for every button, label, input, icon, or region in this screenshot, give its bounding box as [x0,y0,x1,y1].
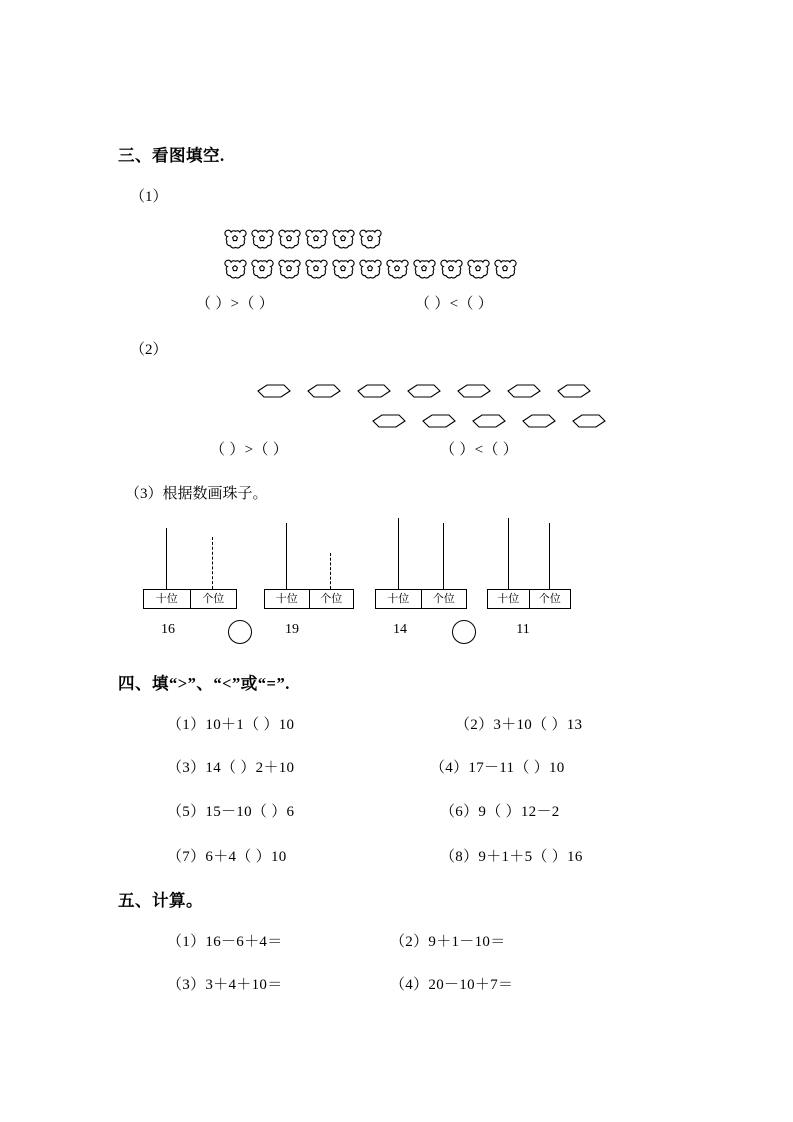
section-3-title: 三、看图填空. [118,146,225,165]
flower-icon [249,228,275,250]
section-5-title: 五、计算。 [118,891,203,910]
diamond-icon [305,382,343,400]
s5-row2-left[interactable]: （3）3＋4＋10＝ [167,977,283,993]
diamond-icon [355,382,393,400]
item-3-2-label: （2） [130,342,168,358]
place-value-box [487,589,571,609]
s4-row4-right[interactable]: （8）9＋1＋5（ ）16 [440,849,583,865]
ones-rod [212,537,213,589]
ones-rod [443,523,444,589]
diamond-icon [505,382,543,400]
place-value-number: 19 [285,622,299,637]
answer-circle[interactable] [228,620,252,644]
tens-place-label: 十位 [144,590,191,608]
item-3-1-compare-left[interactable]: （ ）>（ ） [196,296,275,312]
s5-row1-left[interactable]: （1）16－6＋4＝ [167,934,283,950]
s4-row3-left[interactable]: （5）15－10（ ）6 [167,804,295,820]
flower-icon [330,258,356,280]
place-value-box [375,589,467,609]
flower-icon [411,258,437,280]
item-3-2-compare-left[interactable]: （ ）>（ ） [210,442,289,458]
place-value-number: 16 [161,622,175,637]
place-value-number: 11 [516,622,530,637]
tens-place-label: 十位 [376,590,422,608]
tens-rod [508,518,509,589]
ones-place-label: 个位 [320,593,343,605]
flower-icon [276,228,302,250]
answer-circle[interactable] [452,620,476,644]
flower-icon [222,258,248,280]
flower-row-bottom [222,258,519,280]
flower-icon [276,258,302,280]
place-value-number: 14 [393,622,407,637]
flower-icon [357,258,383,280]
item-3-1-label: （1） [130,189,168,205]
item-3-3-label: （3）根据数画珠子。 [125,486,268,502]
diamond-icon [255,382,293,400]
s4-row3-right[interactable]: （6）9（ ）12－2 [440,804,560,820]
tens-place-label: 十位 [265,590,310,608]
diamond-icon [470,412,508,430]
tens-rod [166,528,167,589]
place-value-box [264,589,354,609]
item-3-1-compare-right[interactable]: （ ）<（ ） [415,296,494,312]
flower-icon [222,228,248,250]
flower-icon [357,228,383,250]
diamond-icon [555,382,593,400]
section-4-title: 四、填“>”、“<”或“=”. [118,674,290,693]
tens-rod [398,518,399,589]
flower-icon [438,258,464,280]
item-3-2-compare-right[interactable]: （ ）<（ ） [440,442,519,458]
s5-row2-right[interactable]: （4）20－10＋7＝ [390,977,514,993]
flower-icon [303,228,329,250]
s5-row1-right[interactable]: （2）9＋1－10＝ [390,934,506,950]
s4-row1-left[interactable]: （1）10＋1（ ）10 [167,717,295,733]
tens-rod [286,523,287,589]
place-value-box [143,589,237,609]
diamond-icon [420,412,458,430]
s4-row2-left[interactable]: （3）14（ ）2＋10 [167,760,295,776]
diamond-icon [370,412,408,430]
ones-place-label: 个位 [538,593,561,605]
ones-place-label: 个位 [432,593,455,605]
flower-row-top [222,228,384,250]
ones-place-label: 个位 [202,593,225,605]
flower-icon [330,228,356,250]
s4-row2-right[interactable]: （4）17－11（ ）10 [430,760,565,776]
diamond-row-top [255,382,605,400]
flower-icon [303,258,329,280]
flower-icon [492,258,518,280]
s4-row1-right[interactable]: （2）3＋10（ ）13 [455,717,583,733]
diamond-row-bottom [370,412,620,430]
flower-icon [249,258,275,280]
flower-icon [465,258,491,280]
flower-icon [384,258,410,280]
s4-row4-left[interactable]: （7）6＋4（ ）10 [167,849,287,865]
diamond-icon [405,382,443,400]
ones-rod [549,523,550,589]
tens-place-label: 十位 [488,590,530,608]
diamond-icon [520,412,558,430]
diamond-icon [455,382,493,400]
ones-rod [330,553,331,589]
diamond-icon [570,412,608,430]
